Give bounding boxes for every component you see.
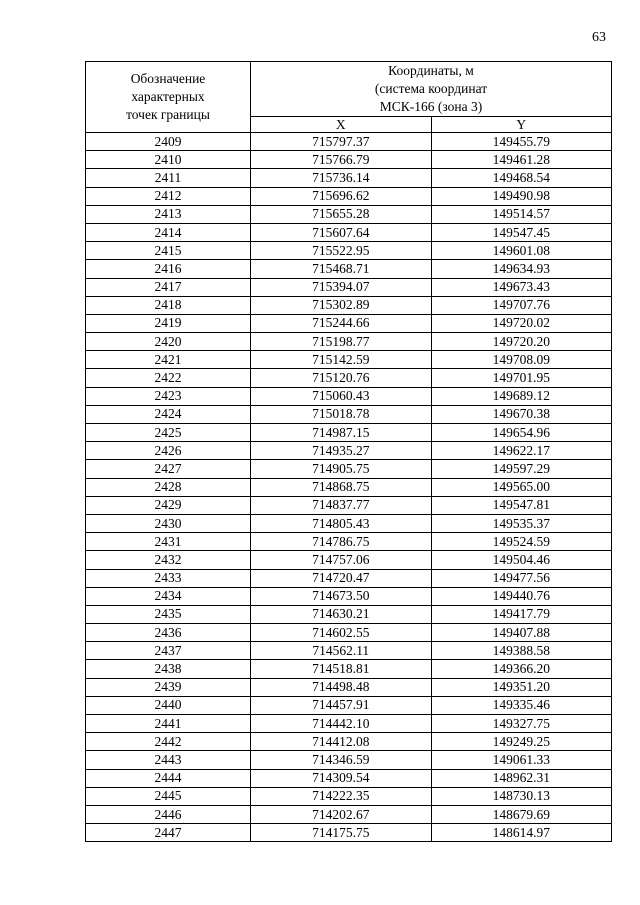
- table-row: [86, 187, 612, 205]
- table-row: [86, 460, 612, 478]
- coords-header-line: МСК-166 (зона 3): [379, 99, 483, 114]
- y-coordinate-cell: 149701.95: [431, 369, 612, 387]
- point-cell: 2409: [86, 133, 251, 151]
- table-row: [86, 133, 612, 151]
- y-coordinate-cell: 149565.00: [431, 478, 612, 496]
- point-cell: 2425: [86, 424, 251, 442]
- point-column-header: [86, 62, 251, 133]
- table-row: [86, 624, 612, 642]
- table-row: [86, 260, 612, 278]
- point-header-line: характерных: [131, 89, 205, 104]
- table-row: [86, 223, 612, 241]
- y-coordinate-cell: 149707.76: [431, 296, 612, 314]
- table-row: [86, 587, 612, 605]
- x-column-header: X: [251, 117, 432, 133]
- point-cell: 2427: [86, 460, 251, 478]
- x-coordinate-cell: 714868.75: [251, 478, 432, 496]
- x-coordinate-cell: 714498.48: [251, 678, 432, 696]
- x-coordinate-cell: 714412.08: [251, 733, 432, 751]
- y-coordinate-cell: 148679.69: [431, 805, 612, 823]
- point-cell: 2410: [86, 151, 251, 169]
- table-row: [86, 642, 612, 660]
- y-coordinate-cell: 148730.13: [431, 787, 612, 805]
- point-cell: 2435: [86, 605, 251, 623]
- table-row: [86, 696, 612, 714]
- x-coordinate-cell: 714905.75: [251, 460, 432, 478]
- y-coordinate-cell: 149327.75: [431, 715, 612, 733]
- point-cell: 2422: [86, 369, 251, 387]
- table-row: [86, 387, 612, 405]
- point-cell: 2429: [86, 496, 251, 514]
- x-coordinate-cell: 715018.78: [251, 405, 432, 423]
- x-coordinate-cell: 715655.28: [251, 205, 432, 223]
- table-row: [86, 569, 612, 587]
- point-cell: 2431: [86, 533, 251, 551]
- x-coordinate-cell: 714309.54: [251, 769, 432, 787]
- x-coordinate-cell: 714518.81: [251, 660, 432, 678]
- coords-header-line: (система координат: [374, 81, 488, 96]
- x-coordinate-cell: 714757.06: [251, 551, 432, 569]
- y-coordinate-cell: 149388.58: [431, 642, 612, 660]
- y-coordinate-cell: 149689.12: [431, 387, 612, 405]
- y-coordinate-cell: 149468.54: [431, 169, 612, 187]
- x-coordinate-cell: 714630.21: [251, 605, 432, 623]
- table-row: [86, 169, 612, 187]
- table-row: [86, 333, 612, 351]
- point-cell: 2440: [86, 696, 251, 714]
- point-cell: 2441: [86, 715, 251, 733]
- x-coordinate-cell: 715394.07: [251, 278, 432, 296]
- x-coordinate-cell: 714202.67: [251, 805, 432, 823]
- y-coordinate-cell: 149335.46: [431, 696, 612, 714]
- table-header-row: [86, 62, 612, 117]
- y-coordinate-cell: 149351.20: [431, 678, 612, 696]
- y-coordinate-cell: 149477.56: [431, 569, 612, 587]
- table-row: [86, 551, 612, 569]
- point-cell: 2426: [86, 442, 251, 460]
- coordinates-column-header: [251, 62, 612, 117]
- x-coordinate-cell: 714720.47: [251, 569, 432, 587]
- point-cell: 2423: [86, 387, 251, 405]
- point-cell: 2447: [86, 824, 251, 842]
- table-row: [86, 151, 612, 169]
- x-coordinate-cell: 714786.75: [251, 533, 432, 551]
- table-row: [86, 660, 612, 678]
- point-cell: 2424: [86, 405, 251, 423]
- point-cell: 2430: [86, 514, 251, 532]
- x-coordinate-cell: 714222.35: [251, 787, 432, 805]
- table-row: [86, 314, 612, 332]
- table-row: [86, 369, 612, 387]
- y-column-header: Y: [431, 117, 612, 133]
- y-coordinate-cell: 149720.20: [431, 333, 612, 351]
- x-coordinate-cell: 715696.62: [251, 187, 432, 205]
- x-coordinate-cell: 714457.91: [251, 696, 432, 714]
- table-row: [86, 533, 612, 551]
- point-cell: 2446: [86, 805, 251, 823]
- y-coordinate-cell: 149440.76: [431, 587, 612, 605]
- y-coordinate-cell: 149514.57: [431, 205, 612, 223]
- x-coordinate-cell: 715736.14: [251, 169, 432, 187]
- y-coordinate-cell: 149622.17: [431, 442, 612, 460]
- y-coordinate-cell: 148614.97: [431, 824, 612, 842]
- table-row: [86, 478, 612, 496]
- point-header-line: Обозначение: [130, 71, 206, 86]
- point-cell: 2421: [86, 351, 251, 369]
- table-row: [86, 805, 612, 823]
- table-row: [86, 405, 612, 423]
- y-coordinate-cell: 149249.25: [431, 733, 612, 751]
- x-coordinate-cell: 715607.64: [251, 223, 432, 241]
- point-cell: 2417: [86, 278, 251, 296]
- y-coordinate-cell: 149634.93: [431, 260, 612, 278]
- x-coordinate-cell: 714987.15: [251, 424, 432, 442]
- y-coordinate-cell: 149708.09: [431, 351, 612, 369]
- coords-header-line: Координаты, м: [388, 63, 474, 78]
- x-coordinate-cell: 714442.10: [251, 715, 432, 733]
- x-coordinate-cell: 715120.76: [251, 369, 432, 387]
- x-coordinate-cell: 714602.55: [251, 624, 432, 642]
- point-cell: 2443: [86, 751, 251, 769]
- coordinates-table: [85, 61, 612, 842]
- table-row: [86, 678, 612, 696]
- x-coordinate-cell: 715468.71: [251, 260, 432, 278]
- table-row: [86, 205, 612, 223]
- table-row: [86, 442, 612, 460]
- y-coordinate-cell: 149535.37: [431, 514, 612, 532]
- point-cell: 2415: [86, 242, 251, 260]
- point-cell: 2420: [86, 333, 251, 351]
- table-row: [86, 715, 612, 733]
- point-cell: 2439: [86, 678, 251, 696]
- y-coordinate-cell: 149366.20: [431, 660, 612, 678]
- y-coordinate-cell: 149061.33: [431, 751, 612, 769]
- point-header-line: точек границы: [126, 107, 210, 122]
- table-row: [86, 514, 612, 532]
- y-coordinate-cell: 149673.43: [431, 278, 612, 296]
- x-coordinate-cell: 715766.79: [251, 151, 432, 169]
- table-row: [86, 787, 612, 805]
- point-cell: 2438: [86, 660, 251, 678]
- point-cell: 2433: [86, 569, 251, 587]
- point-cell: 2413: [86, 205, 251, 223]
- point-cell: 2411: [86, 169, 251, 187]
- point-cell: 2444: [86, 769, 251, 787]
- table-row: [86, 278, 612, 296]
- point-cell: 2412: [86, 187, 251, 205]
- point-cell: 2442: [86, 733, 251, 751]
- point-cell: 2437: [86, 642, 251, 660]
- table-row: [86, 769, 612, 787]
- y-coordinate-cell: 148962.31: [431, 769, 612, 787]
- x-coordinate-cell: 714346.59: [251, 751, 432, 769]
- table-row: [86, 351, 612, 369]
- y-coordinate-cell: 149524.59: [431, 533, 612, 551]
- point-cell: 2436: [86, 624, 251, 642]
- point-cell: 2419: [86, 314, 251, 332]
- y-coordinate-cell: 149720.02: [431, 314, 612, 332]
- y-coordinate-cell: 149490.98: [431, 187, 612, 205]
- x-coordinate-cell: 715797.37: [251, 133, 432, 151]
- table-row: [86, 733, 612, 751]
- x-coordinate-cell: 714673.50: [251, 587, 432, 605]
- table-row: [86, 424, 612, 442]
- table-row: [86, 296, 612, 314]
- y-coordinate-cell: 149597.29: [431, 460, 612, 478]
- x-coordinate-cell: 714562.11: [251, 642, 432, 660]
- x-coordinate-cell: 715244.66: [251, 314, 432, 332]
- x-coordinate-cell: 715060.43: [251, 387, 432, 405]
- table-row: [86, 496, 612, 514]
- x-coordinate-cell: 715198.77: [251, 333, 432, 351]
- point-cell: 2414: [86, 223, 251, 241]
- point-cell: 2432: [86, 551, 251, 569]
- x-coordinate-cell: 714935.27: [251, 442, 432, 460]
- y-coordinate-cell: 149601.08: [431, 242, 612, 260]
- point-cell: 2445: [86, 787, 251, 805]
- table-row: [86, 824, 612, 842]
- y-coordinate-cell: 149547.81: [431, 496, 612, 514]
- y-coordinate-cell: 149504.46: [431, 551, 612, 569]
- point-cell: 2428: [86, 478, 251, 496]
- table-row: [86, 751, 612, 769]
- page-number: 63: [592, 30, 606, 45]
- y-coordinate-cell: 149417.79: [431, 605, 612, 623]
- x-coordinate-cell: 715522.95: [251, 242, 432, 260]
- x-coordinate-cell: 714175.75: [251, 824, 432, 842]
- table-row: [86, 605, 612, 623]
- y-coordinate-cell: 149461.28: [431, 151, 612, 169]
- table-row: [86, 242, 612, 260]
- y-coordinate-cell: 149455.79: [431, 133, 612, 151]
- point-cell: 2418: [86, 296, 251, 314]
- x-coordinate-cell: 714805.43: [251, 514, 432, 532]
- point-cell: 2416: [86, 260, 251, 278]
- y-coordinate-cell: 149670.38: [431, 405, 612, 423]
- x-coordinate-cell: 714837.77: [251, 496, 432, 514]
- y-coordinate-cell: 149407.88: [431, 624, 612, 642]
- y-coordinate-cell: 149654.96: [431, 424, 612, 442]
- y-coordinate-cell: 149547.45: [431, 223, 612, 241]
- x-coordinate-cell: 715302.89: [251, 296, 432, 314]
- x-coordinate-cell: 715142.59: [251, 351, 432, 369]
- point-cell: 2434: [86, 587, 251, 605]
